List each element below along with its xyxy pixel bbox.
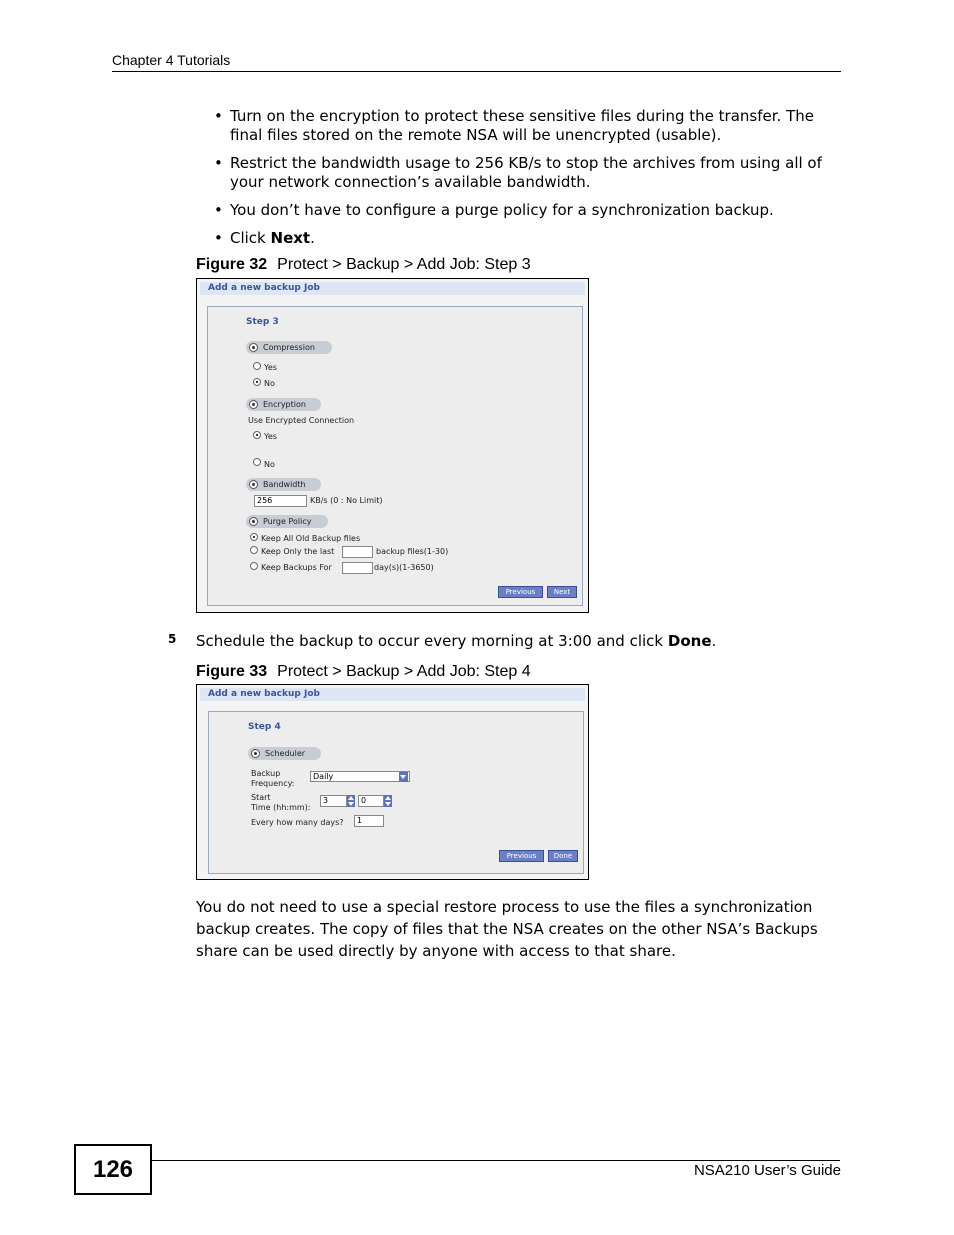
hour-stepper-icon[interactable] [347,795,355,807]
figure-32-caption: Figure 32 Protect > Backup > Add Job: Step 3 [196,256,531,273]
page-number: 126 [74,1144,152,1195]
encryption-no-radio[interactable] [253,458,261,466]
bullet-text: Turn on the encryption to protect these sensitive files during the transfer. The final files stored on the remote NSA will be unencrypted (usable). [230,107,814,144]
frequency-label: Backup Frequency: [251,769,295,788]
bullet-item: • Click Next. [214,229,844,248]
minute-stepper-icon[interactable] [384,795,392,807]
header-rule [112,71,841,72]
minute-input[interactable]: 0 [358,795,384,807]
encryption-section: Encryption [246,398,321,411]
days-label: Every how many days? [251,818,344,827]
compression-no-radio[interactable] [253,378,261,386]
purge-keep-last-input[interactable] [342,546,373,558]
purge-keep-for-unit: day(s)(1-3650) [374,563,434,572]
bullet-item: • Turn on the encryption to protect these sensitive files during the transfer. The final files stored on the remote NSA will be unencrypted (usable). [214,107,844,145]
section-icon [251,749,260,758]
purge-keep-for-radio[interactable] [250,562,258,570]
dialog-title-bar: Add a new backup Job [200,688,585,701]
next-button[interactable]: Next [547,586,577,598]
encryption-yes-radio[interactable] [253,431,261,439]
step-number: 5 [168,632,177,646]
previous-button[interactable]: Previous [499,850,544,862]
hour-input[interactable]: 3 [320,795,347,807]
section-icon [249,400,258,409]
bullet-text: Restrict the bandwidth usage to 256 KB/s to stop the archives from using all of your network connection’s available bandwidth. [230,154,822,191]
body-paragraph: You do not need to use a special restore process to use the files a synchronization backup creates. The copy of files that the NSA creates on the other NSA’s Backups share can be used directly by anyone with access to that share. [196,898,818,960]
done-button[interactable]: Done [548,850,578,862]
section-icon [249,480,258,489]
section-icon [249,517,258,526]
chapter-header: Chapter 4 Tutorials [112,52,231,68]
bandwidth-unit: KB/s (0 : No Limit) [310,496,383,505]
figure-32-screenshot [196,278,589,613]
step-title: Step 4 [248,722,281,732]
purge-keep-for-input[interactable] [342,562,373,574]
purge-keep-all-radio[interactable] [250,533,258,541]
dialog-title-bar: Add a new backup Job [200,282,585,295]
bullet-item: • You don’t have to configure a purge policy for a synchronization backup. [214,201,844,220]
encryption-no-label: No [264,460,275,469]
bandwidth-section: Bandwidth [246,478,321,491]
figure-33-caption: Figure 33 Protect > Backup > Add Job: Step 4 [196,663,531,680]
footer-rule [152,1160,840,1161]
compression-yes-radio[interactable] [253,362,261,370]
frequency-select[interactable]: Daily [310,771,410,782]
bullet-item: • Restrict the bandwidth usage to 256 KB/s to stop the archives from using all of your network connection’s available bandwidth. [214,154,844,192]
step-title: Step 3 [246,317,279,327]
purge-keep-last-unit: backup files(1-30) [376,547,449,556]
previous-button[interactable]: Previous [498,586,543,598]
bullet-text: Click Next. [230,229,315,247]
section-icon [249,343,258,352]
start-time-label: Start Time (hh:mm): [251,793,311,812]
days-input[interactable]: 1 [354,815,384,827]
compression-no-label: No [264,379,275,388]
purge-keep-last-label: Keep Only the last [261,547,335,556]
chevron-down-icon[interactable] [399,772,408,782]
purge-policy-section: Purge Policy [246,515,328,528]
compression-yes-label: Yes [264,363,277,372]
scheduler-section: Scheduler [248,747,321,760]
figure-33-screenshot [196,684,589,880]
compression-section: Compression [246,341,332,354]
purge-keep-last-radio[interactable] [250,546,258,554]
purge-keep-all-label: Keep All Old Backup files [261,534,361,543]
purge-keep-for-label: Keep Backups For [261,563,332,572]
guide-title: NSA210 User’s Guide [693,1162,841,1179]
encryption-description: Use Encrypted Connection [248,416,355,425]
step-5-text: Schedule the backup to occur every morning at 3:00 and click Done. [196,632,717,650]
bullet-text: You don’t have to configure a purge policy for a synchronization backup. [230,201,774,219]
encryption-yes-label: Yes [264,432,277,441]
bandwidth-input[interactable]: 256 [254,495,307,507]
